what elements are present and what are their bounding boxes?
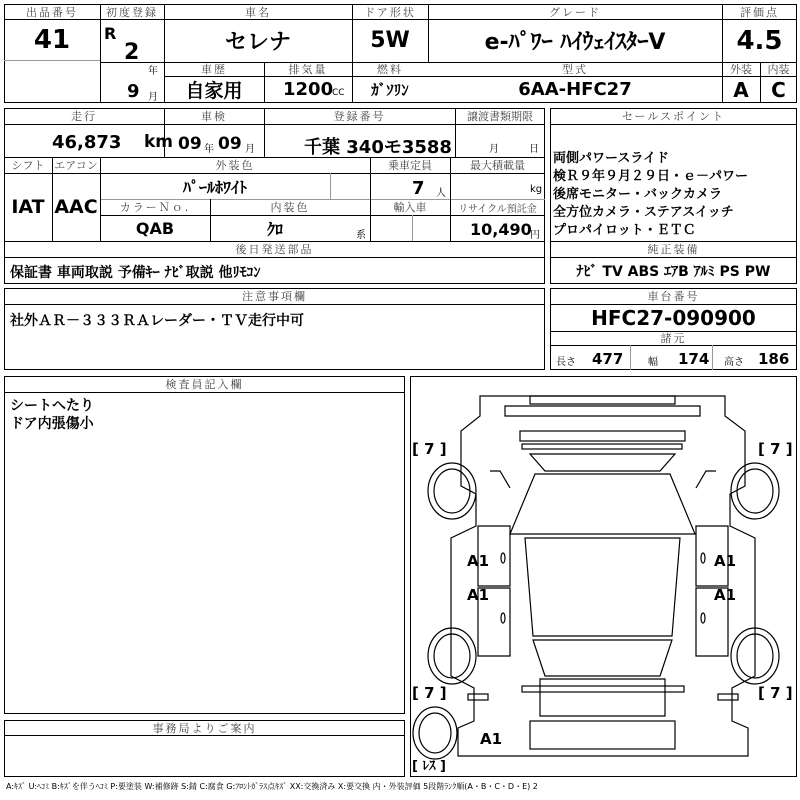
sales-points-header: セールスポイント bbox=[621, 110, 725, 123]
width-label: 幅 bbox=[648, 357, 658, 368]
mileage-header: 走行 bbox=[71, 110, 97, 123]
height-value: 186 bbox=[758, 350, 790, 368]
color-no-value: QAB bbox=[135, 218, 175, 238]
transfer-doc-day-unit: 日 bbox=[529, 144, 539, 155]
ext-color-value: ﾊﾟｰﾙﾎﾜｲﾄ bbox=[182, 177, 247, 197]
tire-rl-label: [ 7 ] bbox=[412, 684, 447, 702]
inspection-header: 車検 bbox=[201, 110, 227, 123]
displacement-header: 排気量 bbox=[288, 63, 328, 76]
fuel-value: ｶﾞｿﾘﾝ bbox=[371, 81, 409, 99]
reg-year-value: 2 bbox=[124, 40, 140, 65]
chassis-no-value: HFC27-090900 bbox=[591, 305, 756, 330]
first-reg-header: 初度登録 bbox=[106, 5, 158, 19]
import-header: 輸入車 bbox=[393, 201, 427, 214]
model-header: 型式 bbox=[562, 63, 588, 76]
standard-equip-header: 純正装備 bbox=[647, 243, 700, 256]
reg-month-unit: 月 bbox=[148, 92, 158, 103]
transfer-doc-month-unit: 月 bbox=[489, 144, 499, 155]
max-load-unit: kg bbox=[530, 184, 543, 195]
transfer-doc-header: 譲渡書類期限 bbox=[467, 110, 533, 123]
interior-grade-value: C bbox=[771, 77, 786, 102]
model-value: 6AA-HFC27 bbox=[518, 79, 632, 100]
score-value: 4.5 bbox=[736, 25, 783, 56]
inspector-note: シートへたり bbox=[10, 398, 94, 414]
inspector-note: ドア内張傷小 bbox=[10, 416, 94, 432]
displacement-value: 1200 bbox=[283, 79, 334, 100]
damage-mark: A1 bbox=[714, 552, 737, 570]
history-header: 車歴 bbox=[201, 63, 227, 76]
era-value: R bbox=[104, 24, 117, 43]
exterior-header: 外装 bbox=[730, 63, 752, 76]
grade-value: e-ﾊﾟﾜｰ ﾊｲｳｪｲｽﾀｰV bbox=[484, 30, 666, 55]
reg-no-value: 千葉 340モ3588 bbox=[304, 137, 452, 158]
length-value: 477 bbox=[592, 350, 624, 368]
capacity-unit: 人 bbox=[436, 188, 446, 199]
score-header: 評価点 bbox=[740, 5, 779, 19]
notes-value: 社外ＡＲ－３３３ＲＡレーダー・ＴＶ走行中可 bbox=[10, 313, 304, 329]
shift-value: IAT bbox=[11, 196, 45, 218]
height-label: 高さ bbox=[724, 357, 744, 368]
sales-point-item: 後席モニター・バックカメラ bbox=[553, 187, 723, 202]
aircon-value: AAC bbox=[54, 196, 98, 218]
sales-point-item: 検Ｒ９年９月２９日・ｅ－パワー bbox=[553, 169, 749, 184]
recycle-value: 10,490 bbox=[470, 220, 532, 239]
tire-rr-label: [ 7 ] bbox=[758, 684, 793, 702]
recycle-unit: 円 bbox=[530, 230, 540, 241]
spare-label: [ ﾚｽ ] bbox=[412, 759, 446, 774]
mileage-value: 46,873 bbox=[52, 132, 122, 153]
damage-mark: A1 bbox=[714, 586, 737, 604]
chassis-no-header: 車台番号 bbox=[647, 290, 700, 303]
capacity-header: 乗車定員 bbox=[388, 159, 432, 172]
color-no-header: カラーＮｏ. bbox=[119, 201, 191, 214]
specs-header: 諸元 bbox=[660, 332, 687, 345]
int-color-value: ｸﾛ bbox=[266, 219, 283, 239]
recycle-header: リサイクル預託金 bbox=[458, 203, 537, 215]
reg-year-unit: 年 bbox=[148, 66, 158, 77]
aircon-header: エアコン bbox=[54, 159, 98, 172]
office-header: 事務局よりご案内 bbox=[152, 721, 257, 735]
door-type-header: ドア形状 bbox=[364, 5, 416, 19]
sales-point-item: 全方位カメラ・ステアスイッチ bbox=[553, 205, 734, 220]
sales-point-item: 両側パワースライド bbox=[553, 151, 669, 166]
sales-points-list bbox=[553, 150, 748, 240]
length-label: 長さ bbox=[556, 357, 576, 368]
reg-no-header: 登録番号 bbox=[333, 110, 386, 123]
displacement-unit: CC bbox=[332, 88, 345, 98]
inspection-year-value: 09 bbox=[178, 134, 202, 154]
car-name-value: セレナ bbox=[224, 30, 291, 55]
tire-fl-label: [ 7 ] bbox=[412, 440, 447, 458]
grade-header: グレード bbox=[549, 5, 601, 19]
width-value: 174 bbox=[678, 350, 710, 368]
exterior-grade-value: A bbox=[733, 77, 749, 102]
car-name-header: 車名 bbox=[245, 5, 271, 19]
legend-text: A:ｷｽﾞ U:ﾍｺﾐ B:ｷｽﾞを伴うﾍｺﾐ P:要塗装 W:補修跡 S:錆 C:腐食 G:ﾌﾛﾝﾄｶﾞﾗｽ点ｷｽﾞ XX:交換済み X:要交換 内・外装評価 5段階ﾗﾝｸ順(A・B・C・D・E) 2 bbox=[6, 782, 538, 791]
fuel-header: 燃料 bbox=[377, 63, 403, 76]
later-parts-value: 保証書 車両取説 予備ｷｰ ﾅﾋﾞ取説 他ﾘﾓｺﾝ bbox=[10, 265, 261, 281]
damage-mark: A1 bbox=[467, 586, 490, 604]
later-parts-header: 後日発送部品 bbox=[235, 243, 314, 256]
inspection-year-unit: 年 bbox=[204, 144, 214, 155]
inspector-header: 検査員記入欄 bbox=[165, 378, 244, 391]
reg-month-value: 9 bbox=[127, 81, 140, 102]
lot-no-value: 41 bbox=[33, 24, 71, 55]
sales-point-item: プロパイロット・ＥＴＣ bbox=[553, 223, 696, 238]
tire-fr-label: [ 7 ] bbox=[758, 440, 793, 458]
history-value: 自家用 bbox=[185, 80, 243, 102]
int-color-header: 内装色 bbox=[270, 201, 310, 214]
inspection-month-unit: 月 bbox=[245, 144, 255, 155]
lot-no-header: 出品番号 bbox=[26, 5, 78, 19]
shift-header: シフト bbox=[11, 159, 45, 172]
standard-equip-value: ﾅﾋﾞ TV ABS ｴｱB ｱﾙﾐ PS PW bbox=[576, 263, 771, 280]
max-load-header: 最大積載量 bbox=[470, 159, 525, 172]
damage-mark: A1 bbox=[480, 730, 503, 748]
inspection-month-value: 09 bbox=[218, 134, 242, 154]
car-damage-diagram bbox=[410, 376, 797, 777]
notes-header: 注意事項欄 bbox=[242, 290, 307, 303]
damage-mark: A1 bbox=[467, 552, 490, 570]
mileage-unit: km bbox=[144, 132, 174, 152]
door-type-value: 5W bbox=[370, 28, 410, 53]
ext-color-header: 外装色 bbox=[215, 159, 255, 172]
capacity-value: 7 bbox=[412, 178, 425, 199]
int-color-unit: 系 bbox=[356, 230, 366, 241]
interior-header: 内装 bbox=[767, 63, 790, 76]
